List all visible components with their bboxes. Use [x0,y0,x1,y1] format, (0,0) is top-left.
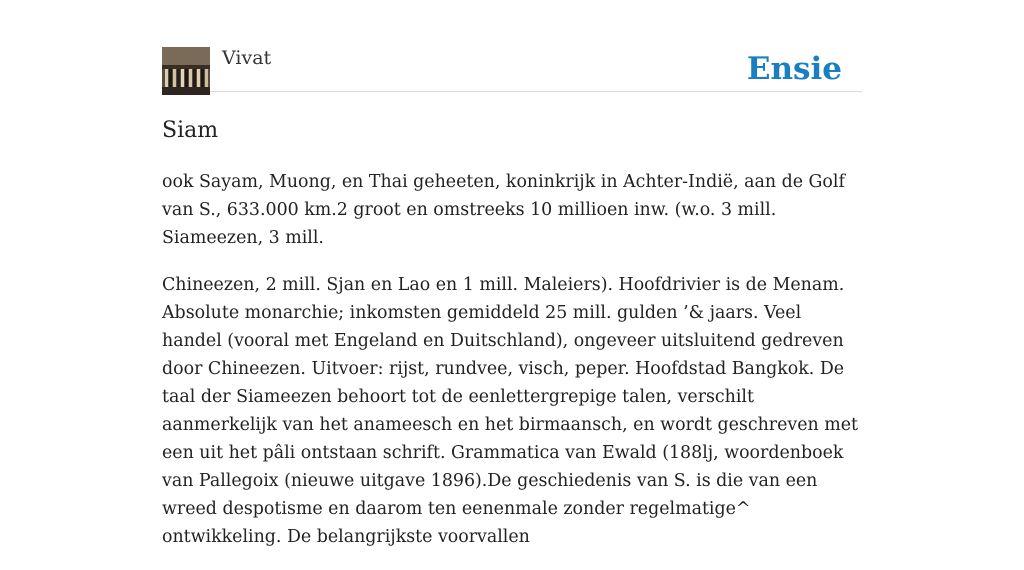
page-title: Siam [162,118,219,143]
article-paragraph: Chineezen, 2 mill. Sjan en Lao en 1 mill. Maleiers). Hoofdrivier is de Menam. Absolute monarchie; inkomsten gemiddeld 25 mill. gulden ’& jaars. Veel handel (vooral met Engeland en Duitschland), ongeveer uitsluitend gedreven door Chineezen. Uitvoer: rijst, rundvee, visch, peper. Hoofdstad Bangkok. De taal der Siameezen behoort tot de eenlettergrepige talen, verschilt aanmerkelijk van het anameesch en het birmaansch, en wordt geschreven met een uit het pâli ontstaan schrift. Grammatica van Ewald (188lj, woordenboek van Pallegoix (nieuwe uitgave 1896).De geschiedenis van S. is die van een wreed despotisme en daarom ten eenenmale zonder regelmatige^ ontwikkeling. De belangrijkste voorvallen [162,275,859,547]
article-body [162,168,866,570]
article-header [162,0,862,92]
bookshelf-avatar-icon [162,47,210,95]
author-avatar[interactable] [162,47,210,95]
article-paragraph: ook Sayam, Muong, en Thai geheeten, koninkrijk in Achter-Indië, aan de Golf van S., 633.000 km.2 groot en omstreeks 10 millioen inw. (w.o. 3 mill. Siameezen, 3 mill. [162,172,845,248]
ensie-logo-link[interactable]: Ensie [746,51,842,87]
article-page [162,0,862,547]
author-name-link[interactable]: Vivat [222,47,272,69]
